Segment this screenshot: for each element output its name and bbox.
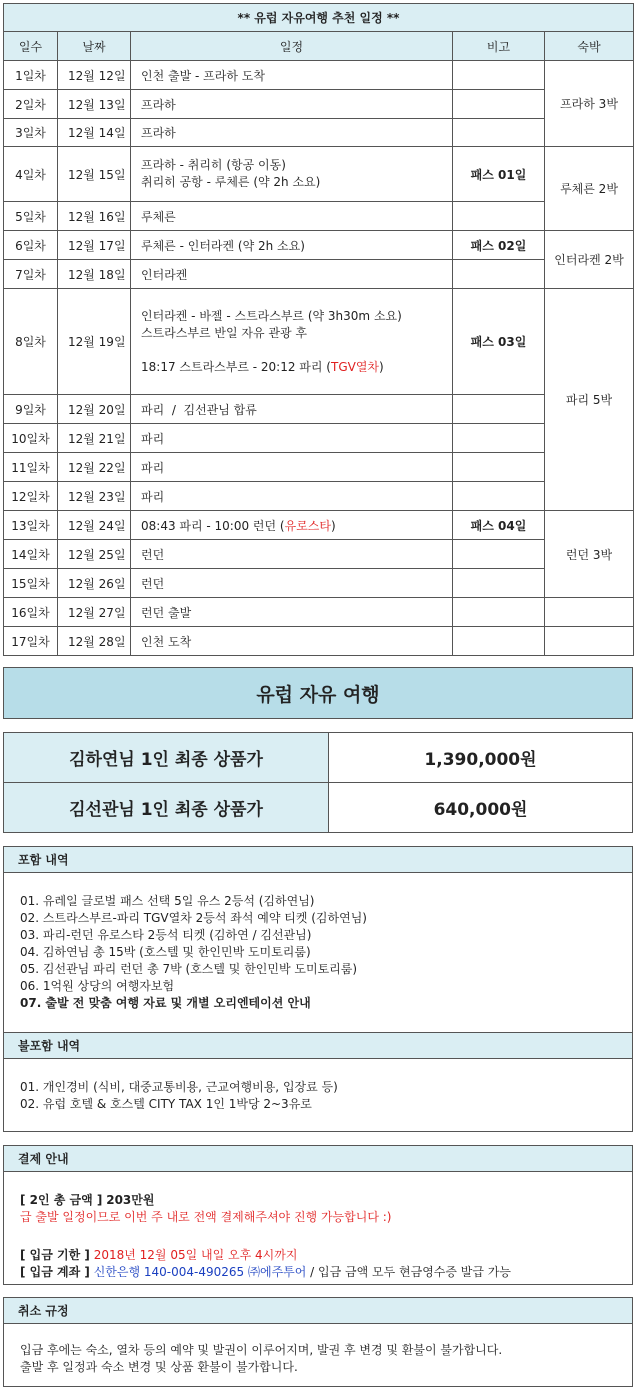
account-note: / 입금 금액 모두 현금영수증 발급 가능 <box>306 1265 511 1279</box>
list-item: 02. 유럽 호텔 & 호스텔 CITY TAX 1인 1박당 2~3유로 <box>20 1097 312 1111</box>
list-item: 01. 개인경비 (식비, 대중교통비용, 근교여행비용, 입장료 등) <box>20 1080 338 1094</box>
list-item: 06. 1억원 상당의 여행자보험 <box>20 979 175 993</box>
day-cell: 10일차 <box>4 424 58 453</box>
table-row <box>4 395 634 424</box>
list-item: 03. 파리-런던 유로스타 2등석 티켓 (김하연 / 김선관님) <box>20 928 312 942</box>
table-row <box>4 482 634 511</box>
deadline-value: 2018년 12월 05일 내일 오후 4시까지 <box>93 1248 298 1262</box>
date-cell: 12월 13일 <box>58 90 131 119</box>
day-cell: 3일차 <box>4 119 58 147</box>
payment-section <box>3 1145 633 1285</box>
date-cell: 12월 23일 <box>58 482 131 511</box>
table-row <box>4 540 634 569</box>
list-item: 04. 김하연님 총 15박 (호스텔 및 한인민박 도미토리룸) <box>20 945 311 959</box>
urgent-notice: 급 출발 일정이므로 이번 주 내로 전액 결제해주셔야 진행 가능합니다 :) <box>20 1210 392 1224</box>
plan-line: 스트라스부르 반일 자유 관광 후 <box>141 325 307 340</box>
header-plan: 일정 <box>131 32 453 61</box>
section-title: 결제 안내 <box>4 1146 632 1172</box>
table-row <box>4 289 634 395</box>
total-label: [ 2인 총 금액 ] <box>20 1193 103 1207</box>
table-row <box>4 453 634 482</box>
day-cell: 12일차 <box>4 482 58 511</box>
note-cell <box>453 627 545 656</box>
cancel-line: 입금 후에는 숙소, 열차 등의 예약 및 발권이 이루어지며, 발권 후 변경 및 환불이 불가합니다. <box>20 1343 503 1357</box>
note-cell: 패스 04일 <box>453 511 545 540</box>
header-date: 날짜 <box>58 32 131 61</box>
note-cell <box>453 61 545 90</box>
plan-line: 프라하 - 취리히 (항공 이동) <box>141 158 286 172</box>
date-cell: 12월 16일 <box>58 202 131 231</box>
plan-cell: 인천 도착 <box>131 627 453 656</box>
stay-cell: 프라하 3박 <box>545 61 634 147</box>
day-cell: 14일차 <box>4 540 58 569</box>
date-cell: 12월 17일 <box>58 231 131 260</box>
plan-cell: 파리 <box>131 453 453 482</box>
date-cell: 12월 24일 <box>58 511 131 540</box>
note-cell <box>453 453 545 482</box>
total-value: 203만원 <box>106 1193 155 1207</box>
date-cell: 12월 25일 <box>58 540 131 569</box>
date-cell: 12월 21일 <box>58 424 131 453</box>
note-cell <box>453 598 545 627</box>
price-value: 640,000원 <box>329 783 633 833</box>
date-cell: 12월 26일 <box>58 569 131 598</box>
table-row <box>4 147 634 202</box>
date-cell: 12월 15일 <box>58 147 131 202</box>
itinerary-title: ** 유럽 자유여행 추천 일정 ** <box>4 4 634 32</box>
note-cell <box>453 395 545 424</box>
note-cell <box>453 424 545 453</box>
note-cell <box>453 90 545 119</box>
plan-cell <box>131 147 453 202</box>
table-row <box>4 424 634 453</box>
plan-cell: 런던 출발 <box>131 598 453 627</box>
note-cell: 패스 01일 <box>453 147 545 202</box>
table-row <box>4 90 634 119</box>
day-cell: 6일차 <box>4 231 58 260</box>
itinerary-table <box>3 3 634 656</box>
day-cell: 11일차 <box>4 453 58 482</box>
note-cell <box>453 482 545 511</box>
stay-cell <box>545 598 634 627</box>
plan-line: 취리히 공항 - 루체른 (약 2h 소요) <box>141 175 321 189</box>
day-cell: 16일차 <box>4 598 58 627</box>
plan-cell: 인터라켄 - 바젤 - 스트라스부르 (약 3h30m 소요) 스트라스부르 반일 자유 관광 후 18:17 스트라스부르 - 20:12 파리 (TGV열차) <box>131 289 453 395</box>
day-cell: 13일차 <box>4 511 58 540</box>
price-table <box>3 732 633 833</box>
day-cell: 5일차 <box>4 202 58 231</box>
table-row <box>4 511 634 540</box>
stay-cell: 인터라켄 2박 <box>545 231 634 289</box>
plan-cell: 파리 <box>131 424 453 453</box>
header-stay: 숙박 <box>545 32 634 61</box>
plan-cell: 인천 출발 - 프라하 도착 <box>131 61 453 90</box>
section-title: 불포함 내역 <box>4 1033 632 1059</box>
account-value: 신한은행 140-004-490265 ㈜에주투어 <box>93 1265 307 1279</box>
price-row <box>4 733 633 783</box>
train-label: 유로스타 <box>284 518 331 533</box>
stay-cell: 런던 3박 <box>545 511 634 598</box>
note-cell: 패스 02일 <box>453 231 545 260</box>
day-cell: 17일차 <box>4 627 58 656</box>
date-cell: 12월 18일 <box>58 260 131 289</box>
table-row <box>4 627 634 656</box>
date-cell: 12월 19일 <box>58 289 131 395</box>
price-value: 1,390,000원 <box>329 733 633 783</box>
train-label: TGV열차 <box>331 359 380 374</box>
deadline-label: [ 입금 기한 ] <box>20 1248 90 1262</box>
plan-line: 인터라켄 - 바젤 - 스트라스부르 (약 3h30m 소요) <box>141 308 402 323</box>
trip-banner: 유럽 자유 여행 <box>3 667 633 719</box>
excluded-section <box>3 1032 633 1132</box>
table-row <box>4 598 634 627</box>
day-cell: 2일차 <box>4 90 58 119</box>
stay-cell: 파리 5박 <box>545 289 634 511</box>
plan-cell: 08:43 파리 - 10:00 런던 (유로스타) <box>131 511 453 540</box>
note-cell <box>453 202 545 231</box>
day-cell: 1일차 <box>4 61 58 90</box>
stay-cell: 루체른 2박 <box>545 147 634 231</box>
date-cell: 12월 22일 <box>58 453 131 482</box>
list-item: 07. 출발 전 맞춤 여행 자료 및 개별 오리엔테이션 안내 <box>20 996 311 1010</box>
day-cell: 4일차 <box>4 147 58 202</box>
price-row <box>4 783 633 833</box>
cancel-line: 출발 후 일정과 숙소 변경 및 상품 환불이 불가합니다. <box>20 1360 298 1374</box>
table-row <box>4 202 634 231</box>
table-row <box>4 260 634 289</box>
plan-cell: 파리 / 김선관님 합류 <box>131 395 453 424</box>
date-cell: 12월 14일 <box>58 119 131 147</box>
day-cell: 8일차 <box>4 289 58 395</box>
date-cell: 12월 28일 <box>58 627 131 656</box>
note-cell <box>453 119 545 147</box>
date-cell: 12월 12일 <box>58 61 131 90</box>
plan-cell: 런던 <box>131 540 453 569</box>
table-row <box>4 119 634 147</box>
note-cell <box>453 569 545 598</box>
table-row <box>4 231 634 260</box>
note-cell <box>453 540 545 569</box>
section-title: 포함 내역 <box>4 847 632 873</box>
note-cell <box>453 260 545 289</box>
plan-cell: 인터라켄 <box>131 260 453 289</box>
header-day: 일수 <box>4 32 58 61</box>
stay-cell <box>545 627 634 656</box>
price-label: 김하연님 1인 최종 상품가 <box>4 733 329 783</box>
table-row <box>4 61 634 90</box>
plan-line: 18:17 스트라스부르 - 20:12 파리 ( <box>141 359 331 374</box>
date-cell: 12월 20일 <box>58 395 131 424</box>
date-cell: 12월 27일 <box>58 598 131 627</box>
plan-cell: 루체른 - 인터라켄 (약 2h 소요) <box>131 231 453 260</box>
plan-cell: 루체른 <box>131 202 453 231</box>
plan-cell: 런던 <box>131 569 453 598</box>
table-row <box>4 569 634 598</box>
plan-cell: 파리 <box>131 482 453 511</box>
note-cell: 패스 03일 <box>453 289 545 395</box>
cancel-section <box>3 1297 633 1387</box>
price-label: 김선관님 1인 최종 상품가 <box>4 783 329 833</box>
day-cell: 15일차 <box>4 569 58 598</box>
plan-cell: 프라하 <box>131 119 453 147</box>
day-cell: 7일차 <box>4 260 58 289</box>
plan-cell: 프라하 <box>131 90 453 119</box>
list-item: 05. 김선관님 파리 런던 총 7박 (호스텔 및 한인민박 도미토리룸) <box>20 962 358 976</box>
included-section <box>3 846 633 1033</box>
day-cell: 9일차 <box>4 395 58 424</box>
list-item: 02. 스트라스부르-파리 TGV열차 2등석 좌석 예약 티켓 (김하연님) <box>20 911 367 925</box>
list-item: 01. 유레일 글로벌 패스 선택 5일 유스 2등석 (김하연님) <box>20 894 315 908</box>
section-title: 취소 규정 <box>4 1298 632 1324</box>
header-note: 비고 <box>453 32 545 61</box>
account-label: [ 입금 계좌 ] <box>20 1265 90 1279</box>
